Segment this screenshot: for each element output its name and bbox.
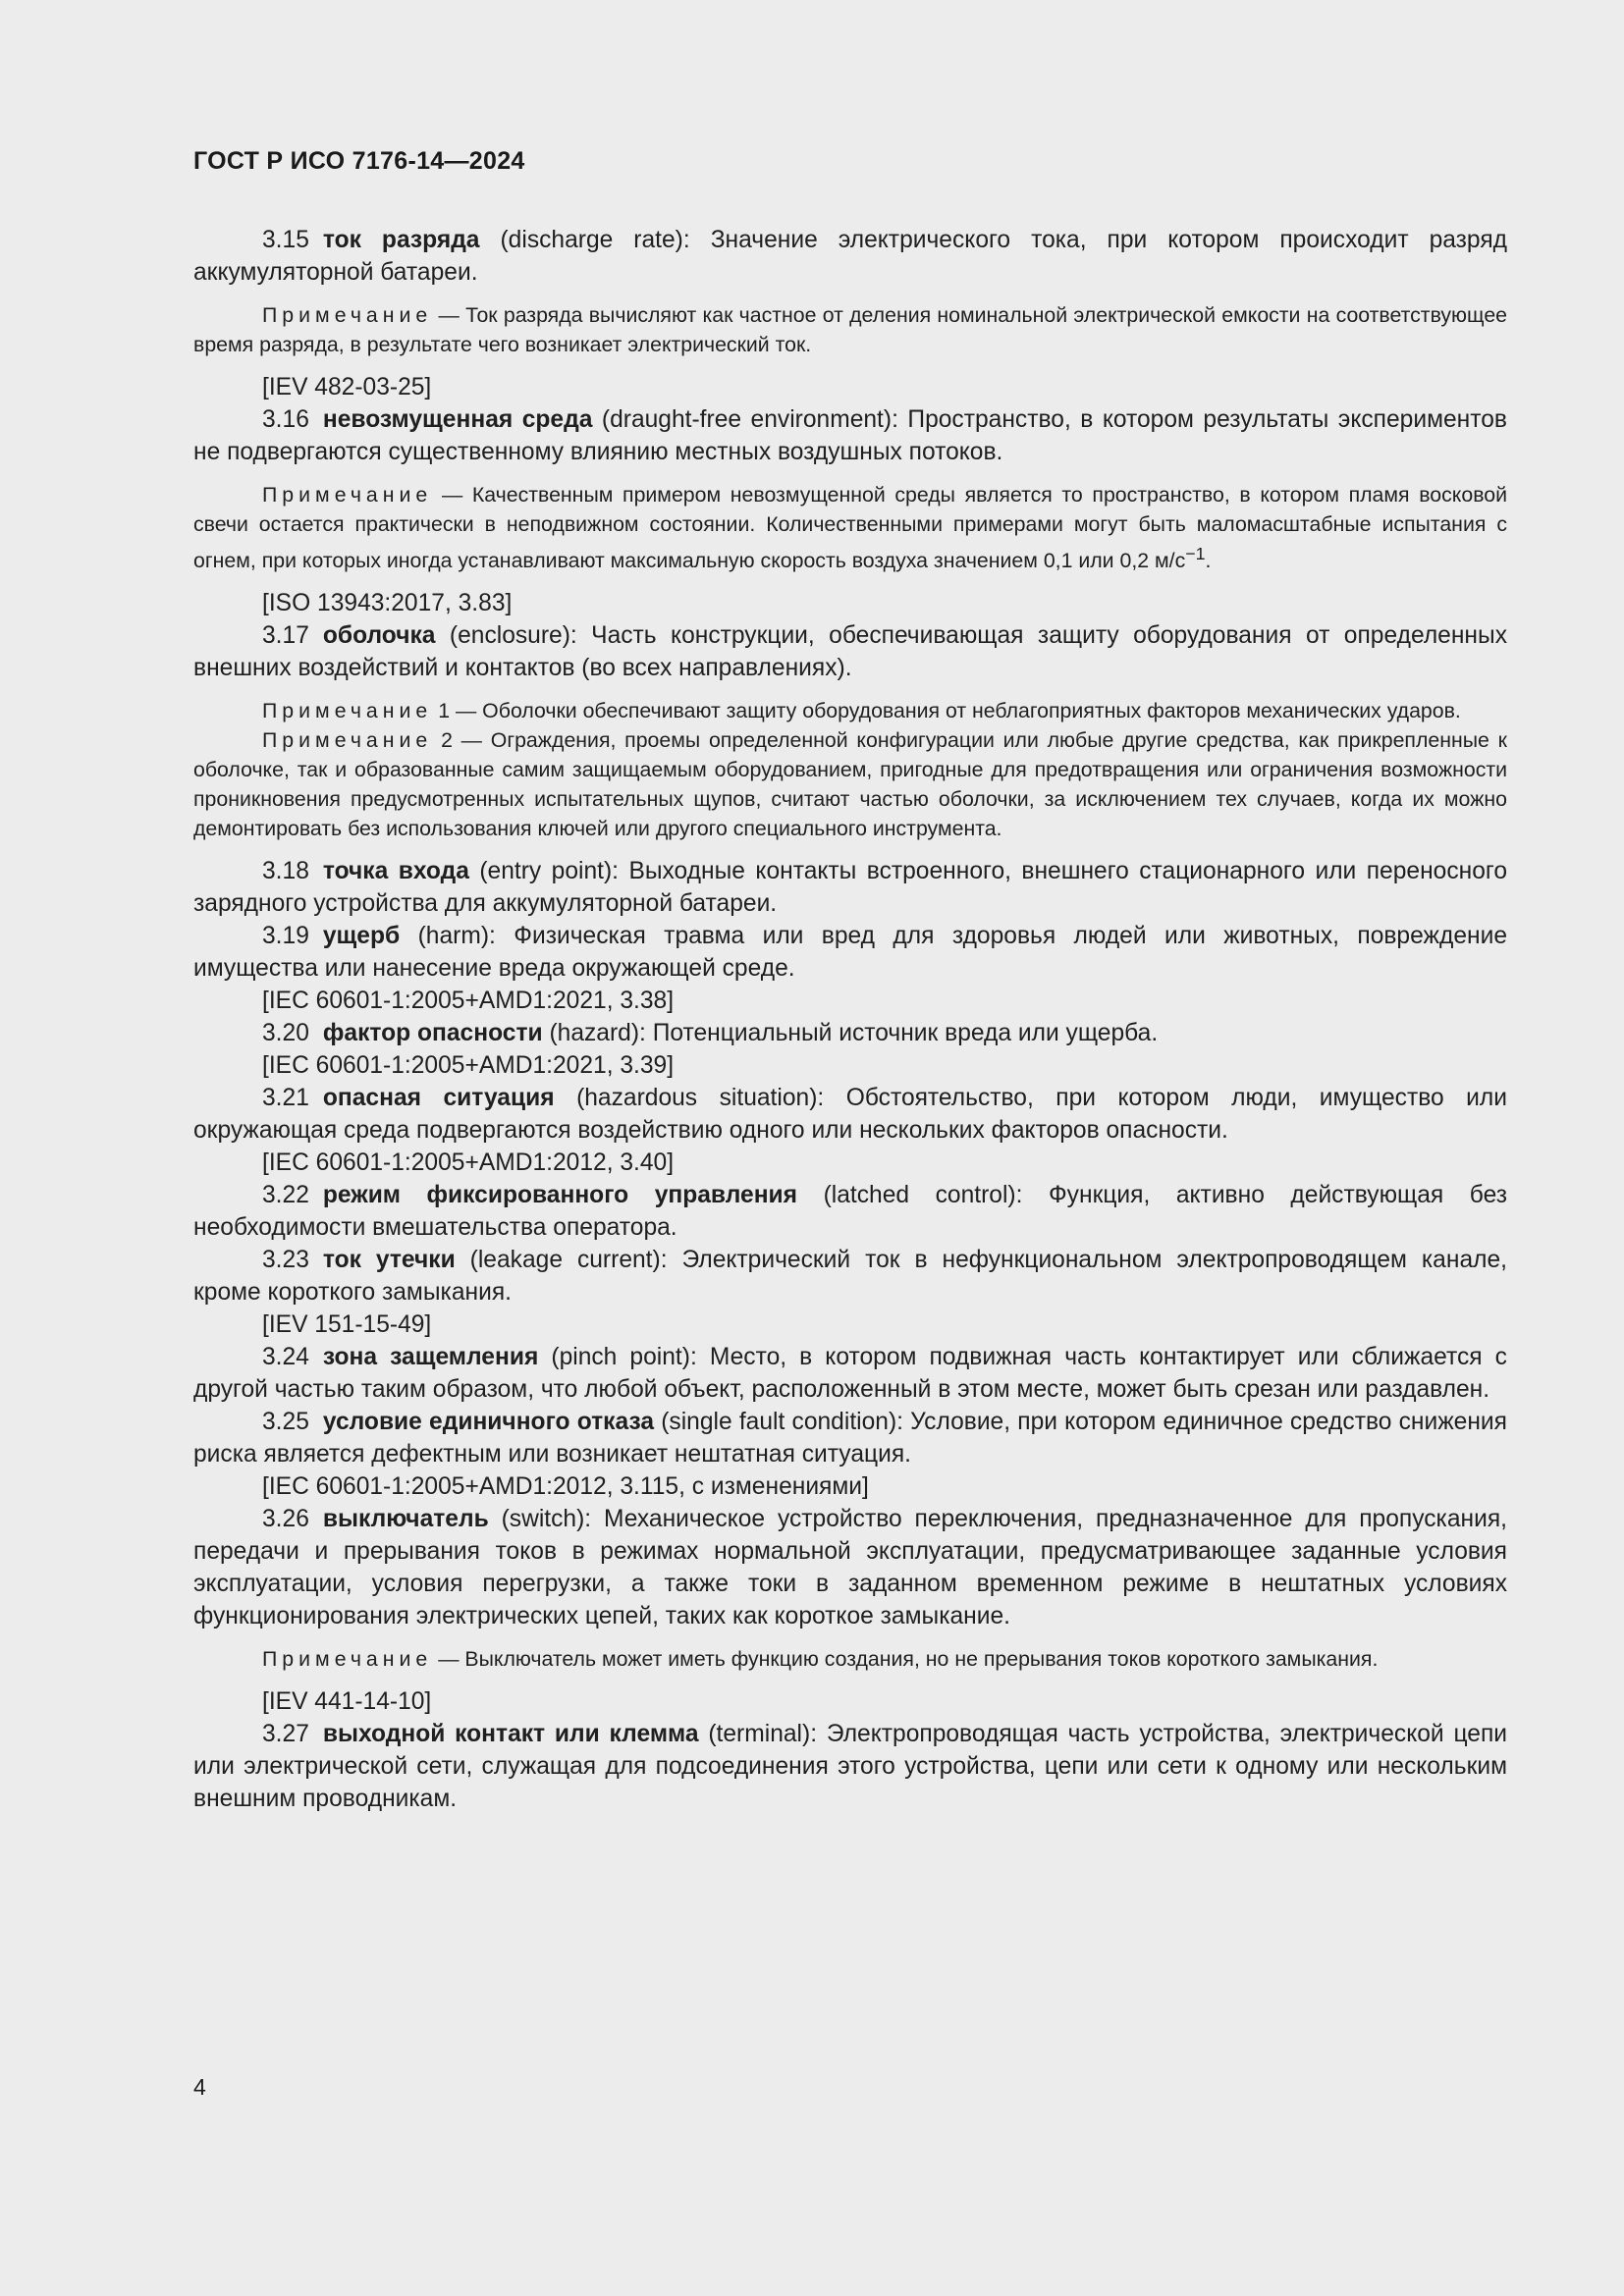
- term: выключатель: [322, 1506, 489, 1533]
- note-label: Примечание: [262, 303, 433, 327]
- term: точка входа: [322, 858, 469, 885]
- term: невозмущенная среда: [322, 406, 593, 433]
- term: ущерб: [322, 923, 401, 950]
- note-label: Примечание: [262, 728, 433, 753]
- term: условие единичного отказа: [322, 1409, 655, 1436]
- note-label: Примечание: [262, 699, 433, 723]
- term-entry-3-24: 3.24 зона защемления (pinch point): Место, в котором подвижная часть контактирует или сближается с другой частью таким образом, что любой объект, расположенный в этом месте, может быть срезан или раздавлен.: [193, 1344, 1507, 1404]
- term: режим фиксированного управления: [322, 1182, 798, 1209]
- term: оболочка: [322, 622, 436, 650]
- term-entry-3-18: 3.18 точка входа (entry point): Выходные контакты встроенного, внешнего стационарного или переносного зарядного устройства для аккумуляторной батареи.: [193, 858, 1507, 918]
- reference-3-26: [IEV 441-14-10]: [262, 1688, 432, 1716]
- term-entry-3-15: 3.15 ток разряда (discharge rate): Значение электрического тока, при котором происходит разряд аккумуляторной батареи.: [193, 227, 1507, 286]
- page-number: 4: [193, 2074, 206, 2100]
- term-entry-3-23: 3.23 ток утечки (leakage current): Электрический ток в нефункциональном электропроводящем канале, кроме короткого замыкания.: [193, 1247, 1507, 1307]
- note-label: Примечание: [262, 1647, 433, 1672]
- note-3-26: Примечание — Выключатель может иметь функцию создания, но не прерывания токов короткого замыкания.: [262, 1647, 1379, 1672]
- term-entry-3-26: 3.26 выключатель (switch): Механическое устройство переключения, предназначенное для пропускания, передачи и прерывания токов в режимах нормальной эксплуатации, предусматривающее заданные условия эксплуатации, условия перегрузки, а также токи в заданном временном режиме в нештатных условиях функционирования электрических цепей, таких как короткое замыкание.: [193, 1506, 1507, 1630]
- standard-designation: ГОСТ Р ИСО 7176-14—2024: [193, 147, 525, 175]
- term-entry-3-25: 3.25 условие единичного отказа (single fault condition): Условие, при котором единичное средство снижения риска является дефектным или возникает нештатная ситуация.: [193, 1409, 1507, 1468]
- term-entry-3-16: 3.16 невозмущенная среда (draught-free environment): Пространство, в котором результаты экспериментов не подвергаются существенному влиянию местных воздушных потоков.: [193, 406, 1507, 465]
- term-entry-3-20: 3.20 фактор опасности (hazard): Потенциальный источник вреда или ущерба.: [262, 1020, 1159, 1047]
- reference-3-16: [ISO 13943:2017, 3.83]: [262, 590, 513, 617]
- note-3-16: Примечание — Качественным примером невозмущенной среды является то пространство, в котором пламя восковой свечи остается практически в неподвижном состоянии. Количественными примерами могут быть маломасштабные испытания с огнем, при которых иногда устанавливают максимальную скорость воздуха значением 0,1 или 0,2 $м/с^{-1}$.: [193, 483, 1508, 573]
- reference-3-21: [IEC 60601-1:2005+AMD1:2012, 3.40]: [262, 1149, 675, 1177]
- document-body: [193, 224, 1507, 1815]
- term: выходной контакт или клемма: [322, 1721, 699, 1748]
- term-entry-3-21: 3.21 опасная ситуация (hazardous situation): Обстоятельство, при котором люди, имущество или окружающая среда подвергаются воздействию одного или нескольких факторов опасности.: [193, 1085, 1507, 1145]
- term-entry-3-19: 3.19 ущерб (harm): Физическая травма или вред для здоровья людей или животных, повреждение имущества или нанесение вреда окружающей среде.: [193, 923, 1507, 983]
- note-3-17-2: Примечание 2 — Ограждения, проемы определенной конфигурации или любые другие средства, как прикрепленные к оболочке, так и образованные самим защищаемым оборудованием, пригодные для предотвращения или ограничения возможности проникновения предусмотренных испытательных щупов, считают частью оболочки, за исключением тех случаев, когда их можно демонтировать без использования ключей или другого специального инструмента.: [193, 728, 1507, 841]
- term: фактор опасности: [322, 1020, 543, 1047]
- note-label: Примечание: [262, 483, 433, 507]
- term: ток утечки: [322, 1247, 456, 1274]
- reference-3-23: [IEV 151-15-49]: [262, 1311, 432, 1339]
- term-entry-3-22: 3.22 режим фиксированного управления (latched control): Функция, активно действующая без необходимости вмешательства оператора.: [193, 1182, 1508, 1242]
- reference-3-25: [IEC 60601-1:2005+AMD1:2012, 3.115, с изменениями]: [262, 1473, 869, 1501]
- term-entry-3-27: 3.27 выходной контакт или клемма (terminal): Электропроводящая часть устройства, электрической цепи или электрической сети, служащая для подсоединения этого устройства, цепи или сети к одному или нескольким внешним проводникам.: [193, 1721, 1507, 1813]
- reference-3-20: [IEC 60601-1:2005+AMD1:2021, 3.39]: [262, 1052, 675, 1080]
- note-3-15: Примечание — Ток разряда вычисляют как частное от деления номинальной электрической емкости на соответствующее время разряда, в результате чего возникает электрический ток.: [193, 303, 1508, 356]
- term: опасная ситуация: [322, 1085, 555, 1112]
- term: ток разряда: [322, 227, 480, 253]
- reference-3-15: [IEV 482-03-25]: [262, 374, 432, 400]
- term: зона защемления: [322, 1344, 539, 1371]
- note-3-17-1: Примечание 1 — Оболочки обеспечивают защиту оборудования от неблагоприятных факторов механических ударов.: [262, 699, 1461, 723]
- reference-3-19: [IEC 60601-1:2005+AMD1:2021, 3.38]: [262, 988, 675, 1015]
- term-entry-3-17: 3.17 оболочка (enclosure): Часть конструкции, обеспечивающая защиту оборудования от определенных внешних воздействий и контактов (во всех направлениях).: [193, 622, 1507, 682]
